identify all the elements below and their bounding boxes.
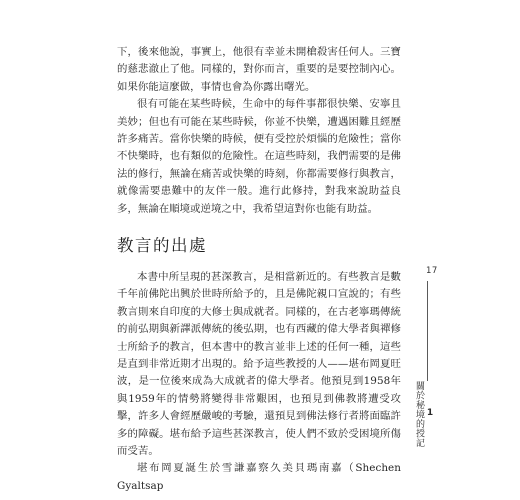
body-paragraph: 堪布岡夏誕生於雪謙嘉察久美貝瑪南嘉（Shechen Gyaltsap (117, 462, 401, 492)
chapter-number: 1 (425, 407, 435, 418)
page-number: 17 (426, 266, 438, 276)
body-paragraph: 很有可能在某些時候，生命中的每件事都很快樂、安寧且美妙；但也有可能在某些時候，你並不快樂，遭遇困難且經歷許多痛苦。當你快樂的時候，便有受控於煩惱的危險性；當你不快樂時，也有類似的危險性。在這些時刻，我們需要的是佛法的修行，無論在痛苦或快樂的時刻，你都需要修行與教言，就像需要患難中的友伴一般。進行此修持，對我來說助益良多，無論在順境或逆境之中，我希望這對你也能有助益。 (117, 98, 401, 215)
body-paragraph: 本書中所呈現的甚深教言，是相當新近的。有些教言是數千年前佛陀出興於世時所給予的，且是佛陀親口宣說的；有些教言則來自印度的大修士與成就者。同樣的，在古老寧瑪傳統的前弘期與新譯派傳統的後弘期，也有西藏的偉大學者與禪修士所給予的教言，但本書中的教言並非上述的任何一種，這些是直到非常近期才出現的。給予這些教授的人——堪布岡夏旺波，是一位後來成為大成就者的偉大學者。他預見到1958年與1959年的情勢將變得非常艱困，也預見到佛教將遭受攻擊，許多人會經歷嚴峻的考驗，還預見到佛法修行者將面臨許多的障礙。堪布給予這些甚深教言，使人們不致於受困境所傷而受苦。 (117, 271, 401, 458)
body-paragraph: 下，後來他說，事實上，他很有幸並未開槍殺害任何人。三寶的慈悲澈止了他。同樣的，對你而言，重要的是要控制內心。如果你能這麼做，事情也會為你露出曙光。 (117, 46, 401, 93)
chapter-title: 關於秘境的授記 (414, 381, 424, 448)
top-text-block (117, 44, 401, 218)
bottom-text-block (117, 269, 401, 495)
margin-rule (427, 281, 428, 381)
running-chapter-label (414, 381, 435, 448)
section-heading: 教言的出處 (117, 236, 207, 255)
